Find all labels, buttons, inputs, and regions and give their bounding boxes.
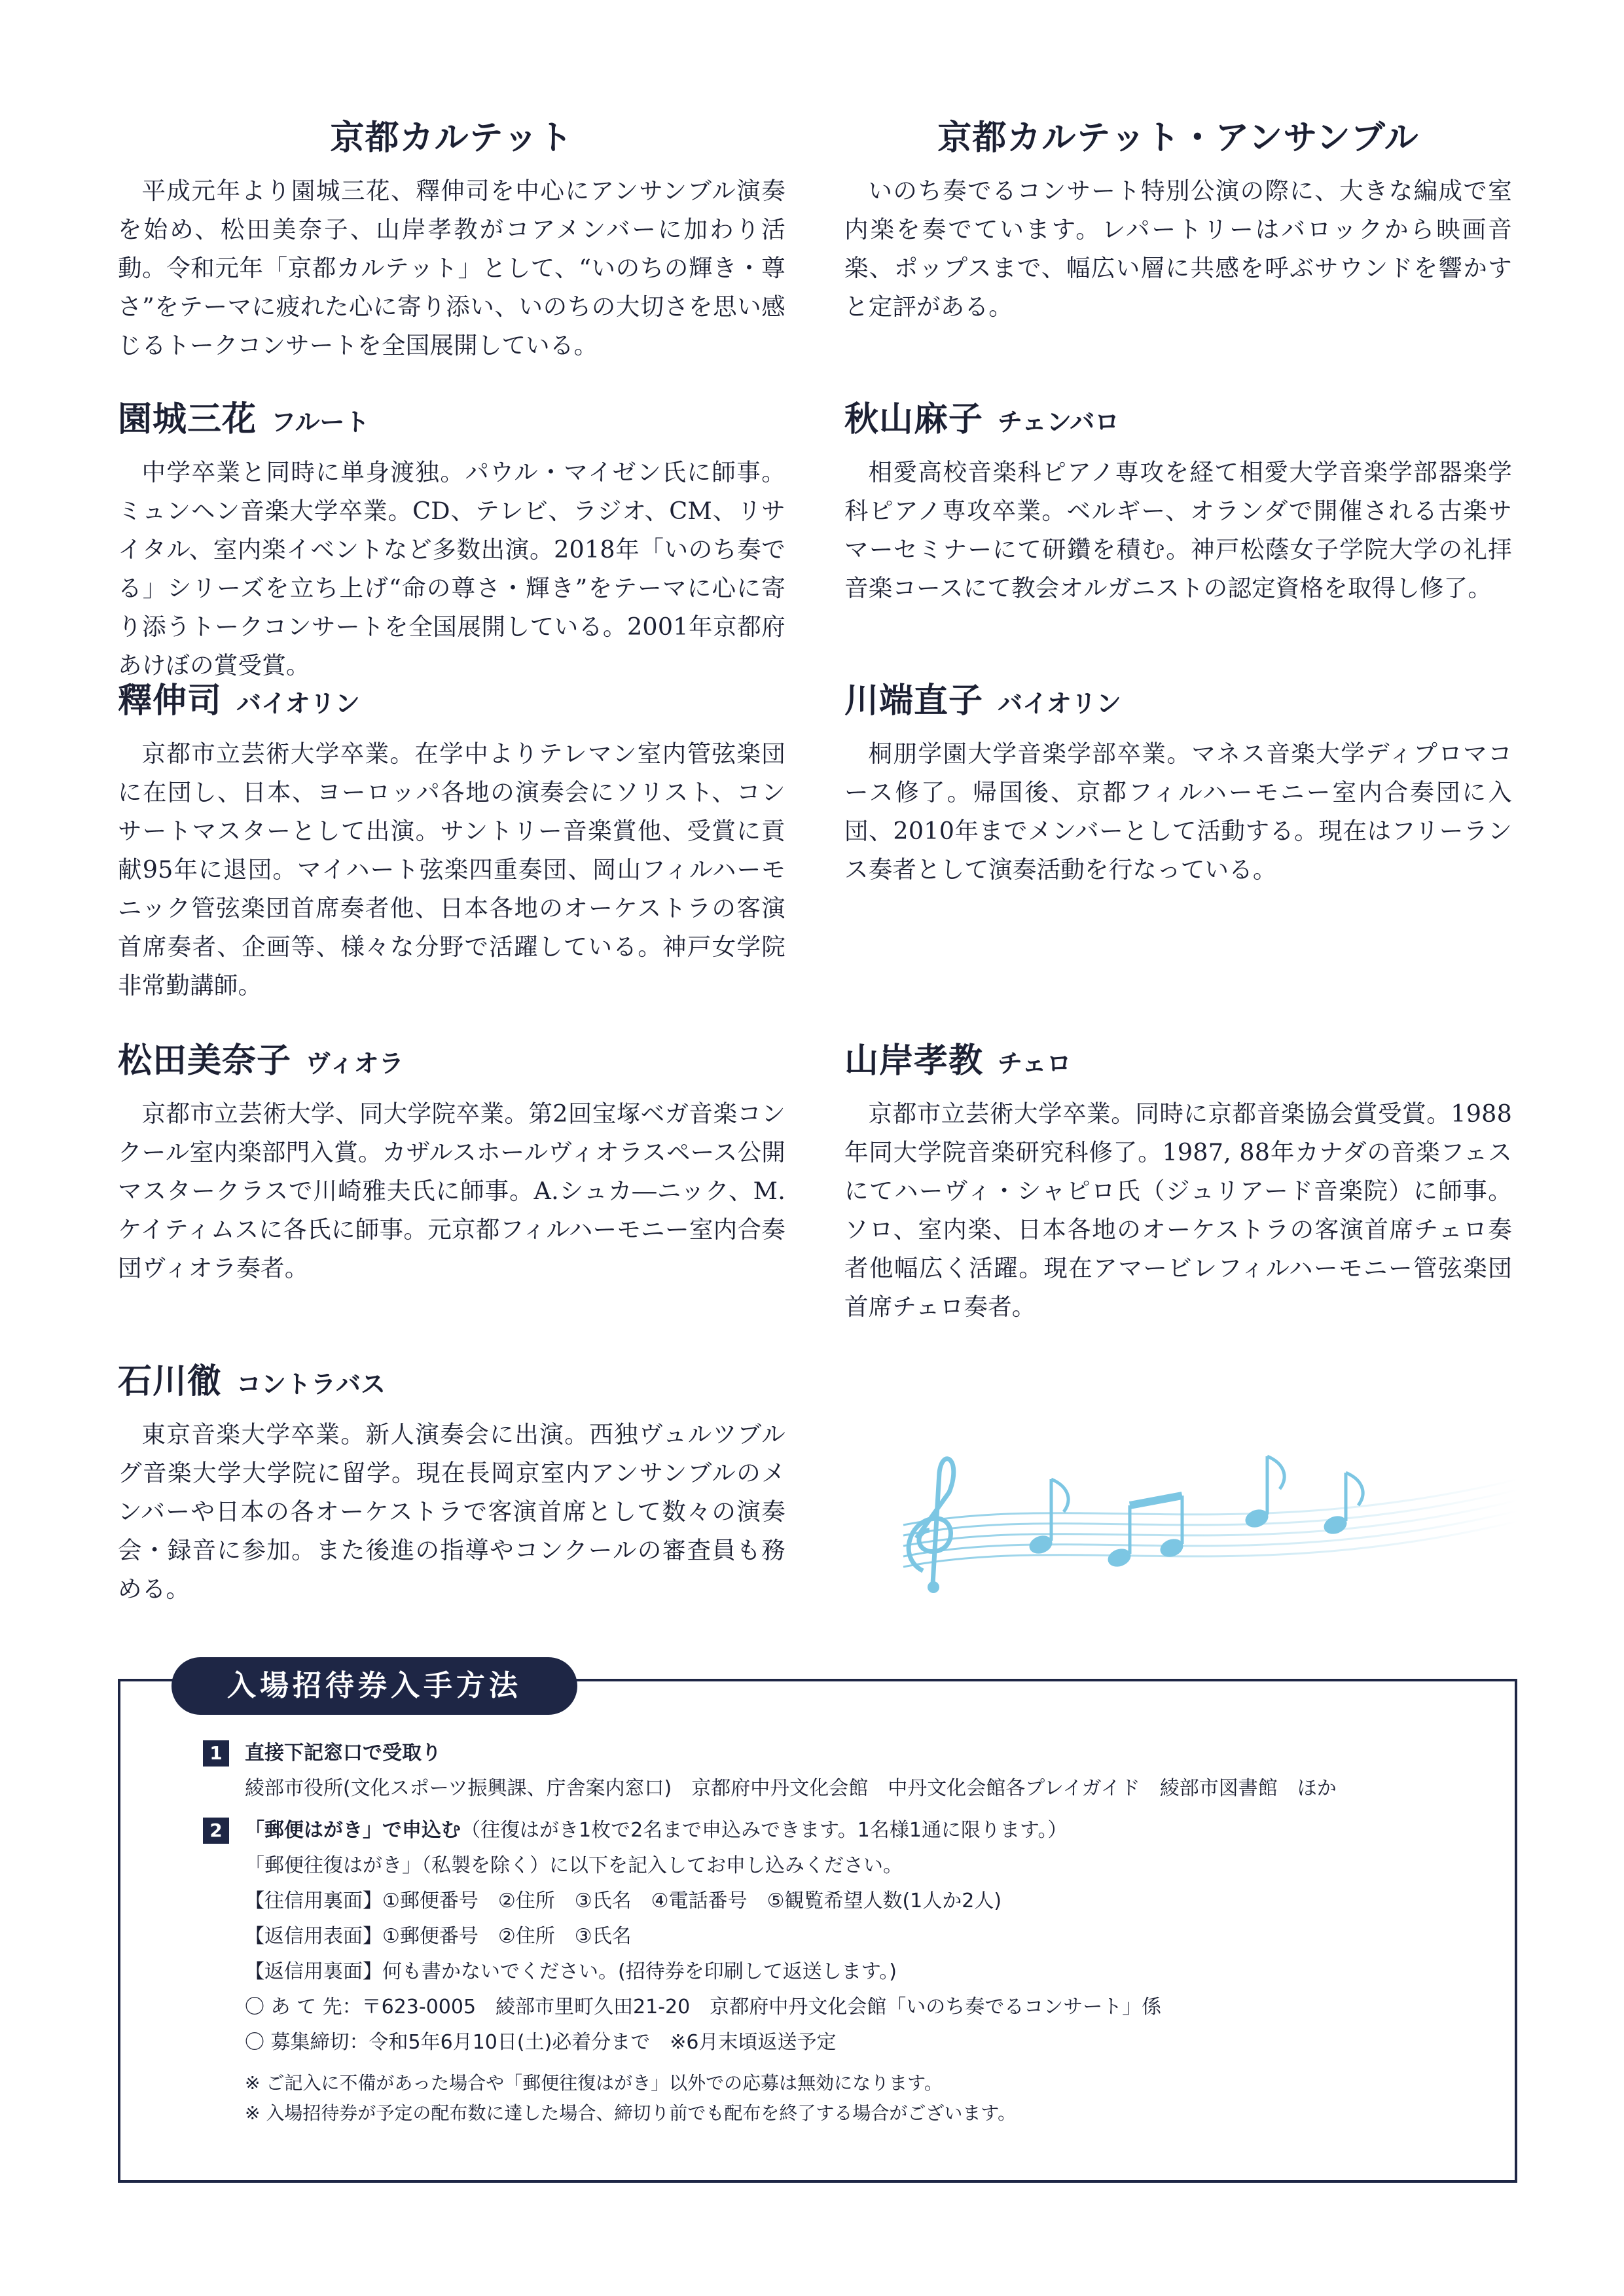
profile-shaku [118, 681, 785, 1005]
profile-instrument: フルート [271, 407, 370, 437]
ensemble-section [844, 118, 1512, 326]
profile-name: 秋山麻子 [844, 399, 984, 439]
step-title: 「郵便はがき」で申込む [245, 1819, 461, 1842]
step-detail: 〇 募集締切：令和5年6月10日(土)必着分まで ※6月末頃返送予定 [245, 2031, 837, 2054]
profile-heading [118, 681, 785, 721]
profile-name: 山岸孝教 [844, 1041, 984, 1081]
profile-instrument: バイオリン [236, 689, 360, 718]
profile-heading [844, 399, 1512, 440]
note-line: ※ ご記入に不備があった場合や「郵便往復はがき」以外での応募は無効になります。 [245, 2072, 943, 2094]
quartet-text: 平成元年より園城三花、釋伸司を中心にアンサンブル演奏を始め、松田美奈子、山岸孝教がコアメンバーに加わり活動。令和元年「京都カルテット」として、“いのちの輝き・尊さ”をテーマに疲れた心に寄り添い、いのちの大切さを思い感じるトークコンサートを全国展開している。 [118, 177, 785, 360]
quartet-title: 京都カルテット [330, 118, 573, 158]
profile-ishikawa [118, 1361, 785, 1608]
ticket-box-label: 入場招待券入手方法 [171, 1657, 577, 1715]
step-detail: 【返信用表面】①郵便番号 ②住所 ③氏名 [245, 1925, 632, 1948]
profile-text: 京都市立芸術大学卒業。同時に京都音楽協会賞受賞。1988年同大学院音楽研究科修了。1987, 88年カナダの音楽フェスにてハーヴィ・シャピロ氏（ジュリアード音楽院）に師事。ソロ、室内楽、日本各地のオーケストラの客演首席チェロ奏者他幅広く活躍。現在アマービレフィルハーモニー管弦楽団首席チェロ奏者。 [844, 1100, 1512, 1321]
profile-text: 京都市立芸術大学卒業。在学中よりテレマン室内管弦楽団に在団し、日本、ヨーロッパ各地の演奏会にソリスト、コンサートマスターとして出演。サントリー音楽賞他、受賞に貢献95年に退団。マイハート弦楽四重奏団、岡山フィルハーモニック管弦楽団首席奏者他、日本各地のオーケストラの客演首席奏者、企画等、様々な分野で活躍している。神戸女学院非常勤講師。 [118, 740, 785, 1000]
ensemble-title: 京都カルテット・アンサンブル [937, 118, 1419, 158]
ensemble-text: いのち奏でるコンサート特別公演の際に、大きな編成で室内楽を奏でています。レパートリーはバロックから映画音楽、ポップスまで、幅広い層に共感を呼ぶサウンドを響かすと定評がある。 [844, 177, 1512, 321]
profile-name: 園城三花 [118, 399, 257, 439]
profile-text: 中学卒業と同時に単身渡独。パウル・マイゼン氏に師事。ミュンヘン音楽大学卒業。CD、テレビ、ラジオ、CM、リサイタル、室内楽イベントなど多数出演。2018年「いのち奏でる」シリーズを立ち上げ“命の尊さ・輝き”をテーマに心に寄り添うトークコンサートを全国展開している。2001年京都府あけぼの賞受賞。 [118, 458, 785, 680]
step-detail: 【返信用裏面】何も書かないでください。(招待券を印刷して返送します。) [245, 1960, 897, 1983]
profile-kawabata [844, 681, 1512, 889]
treble-clef-icon [909, 1459, 954, 1584]
staff-lines [903, 1479, 1519, 1567]
step-2 [203, 1813, 1506, 1848]
step-detail: 【往信用裏面】①郵便番号 ②住所 ③氏名 ④電話番号 ⑤観覧希望人数(1人か2人) [245, 1890, 1002, 1912]
profile-instrument: チェロ [998, 1049, 1072, 1078]
profile-instrument: ヴィオラ [306, 1049, 404, 1078]
music-notes-illustration [877, 1433, 1532, 1630]
step-number-badge: 1 [203, 1740, 229, 1767]
profile-instrument: バイオリン [998, 689, 1121, 718]
step-number-badge: 2 [203, 1818, 229, 1844]
profile-akiyama [844, 399, 1512, 607]
note-line: ※ 入場招待券が予定の配布数に達した場合、締切り前でも配布を終了する場合がございます。 [245, 2102, 1017, 2124]
profile-name: 石川徹 [118, 1361, 223, 1401]
profile-name: 松田美奈子 [118, 1041, 292, 1081]
profile-name: 川端直子 [844, 681, 984, 721]
profile-text: 桐朋学園大学音楽学部卒業。マネス音楽大学ディプロマコース修了。帰国後、京都フィルハーモニー室内合奏団に入団、2010年までメンバーとして活動する。現在はフリーランス奏者として演奏活動を行なっている。 [844, 740, 1512, 884]
profile-heading [118, 1361, 785, 1402]
profile-sonoki [118, 399, 785, 685]
profile-matsuda [118, 1041, 785, 1287]
profile-instrument: チェンバロ [998, 407, 1120, 437]
profile-heading [844, 681, 1512, 721]
step-detail: 〇 あ て 先：〒623-0005 綾部市里町久田21-20 京都府中丹文化会館「いのち奏でるコンサート」係 [245, 1996, 1162, 2018]
profile-text: 京都市立芸術大学、同大学院卒業。第2回宝塚ベガ音楽コンクール室内楽部門入賞。カザルスホールヴィオラスペース公開マスタークラスで川崎雅夫氏に師事。A.シュカ―ニック、M.ケイティムスに各氏に師事。元京都フィルハーモニー室内合奏団ヴィオラ奏者。 [118, 1100, 785, 1283]
notes [203, 2068, 1506, 2128]
profile-text: 相愛高校音楽科ピアノ専攻を経て相愛大学音楽学部器楽学科ピアノ専攻卒業。ベルギー、オランダで開催される古楽サマーセミナーにて研鑽を積む。神戸松蔭女子学院大学の礼拝音楽コースにて教会オルガニストの認定資格を取得し修了。 [844, 458, 1512, 603]
profile-instrument: コントラバス [236, 1369, 386, 1399]
step-title: 直接下記窓口で受取り [245, 1742, 441, 1765]
profile-name: 釋伸司 [118, 681, 223, 721]
profile-heading [844, 1041, 1512, 1081]
step-title-note: （往復はがき1枚で2名まで申込みできます。1名様1通に限ります。） [461, 1819, 1068, 1842]
profile-text: 東京音楽大学卒業。新人演奏会に出演。西独ヴュルツブルグ音楽大学大学院に留学。現在長岡京室内アンサンブルのメンバーや日本の各オーケストラで客演首席として数々の演奏会・録音に参加。また後進の指導やコンクールの審査員も務める。 [118, 1420, 785, 1604]
profile-yamagishi [844, 1041, 1512, 1326]
step-detail: 綾部市役所(文化スポーツ振興課、庁舎案内窓口) 京都府中丹文化会館 中丹文化会館各プレイガイド 綾部市図書館 ほか [245, 1777, 1337, 1800]
ticket-info-body [203, 1736, 1506, 2128]
quartet-section [118, 118, 785, 365]
profile-heading [118, 1041, 785, 1081]
step-1 [203, 1736, 1506, 1771]
profile-heading [118, 399, 785, 440]
step-detail: 「郵便往復はがき」（私製を除く）に以下を記入してお申し込みください。 [245, 1854, 903, 1877]
